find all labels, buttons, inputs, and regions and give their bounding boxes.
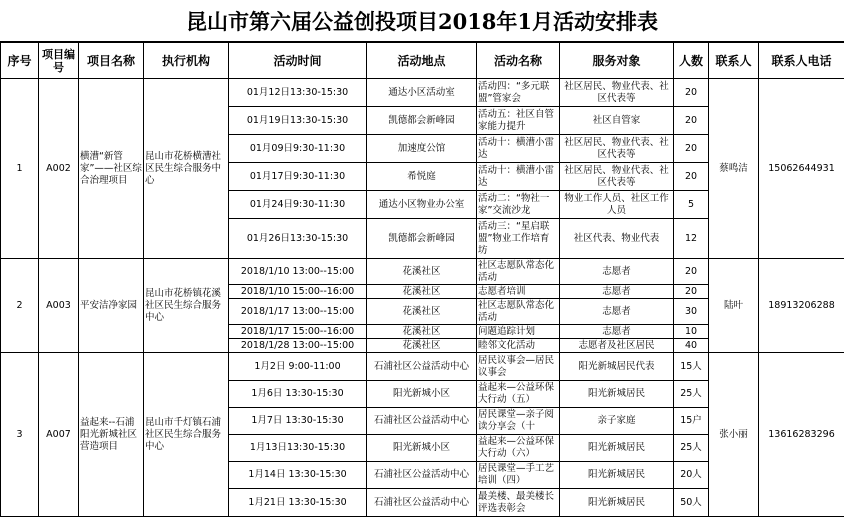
header-cell: 服务对象 — [560, 43, 674, 79]
contact-cell: 张小丽 — [709, 353, 759, 517]
activity-cell: 志愿者培训 — [477, 285, 560, 299]
time-cell: 1月7日 13:30-15:30 — [229, 408, 367, 435]
activity-cell: 活动三：“星启联盟”物业工作培育坊 — [477, 219, 560, 259]
place-cell: 花溪社区 — [367, 285, 477, 299]
place-cell: 希悦庭 — [367, 163, 477, 191]
org-cell: 昆山市花桥镇花溪社区民生综合服务中心 — [144, 259, 229, 353]
place-cell: 花溪社区 — [367, 325, 477, 339]
target-cell: 志愿者及社区居民 — [560, 339, 674, 353]
header-cell: 联系人 — [709, 43, 759, 79]
activity-cell: 最美楼、最美楼长评选表彰会 — [477, 489, 560, 517]
count-cell: 30 — [674, 299, 709, 325]
count-cell: 5 — [674, 191, 709, 219]
place-cell: 加速度公馆 — [367, 135, 477, 163]
activity-cell: 社区志愿队常态化活动 — [477, 299, 560, 325]
seq-cell: 3 — [1, 353, 39, 517]
place-cell: 花溪社区 — [367, 259, 477, 285]
count-cell: 10 — [674, 325, 709, 339]
contact-cell: 陆叶 — [709, 259, 759, 353]
count-cell: 20 — [674, 79, 709, 107]
time-cell: 2018/1/28 13:00--15:00 — [229, 339, 367, 353]
activity-cell: 活动五：社区自管家能力提升 — [477, 107, 560, 135]
target-cell: 社区代表、物业代表 — [560, 219, 674, 259]
header-row — [1, 43, 844, 79]
header-cell: 序号 — [1, 43, 39, 79]
target-cell: 社区居民、物业代表、社区代表等 — [560, 79, 674, 107]
activity-cell: 居民议事会—居民议事会 — [477, 353, 560, 381]
code-cell: A007 — [39, 353, 79, 517]
target-cell: 志愿者 — [560, 259, 674, 285]
project-name-cell: 平安洁净家园 — [79, 259, 144, 353]
place-cell: 石浦社区公益活动中心 — [367, 408, 477, 435]
count-cell: 12 — [674, 219, 709, 259]
target-cell: 亲子家庭 — [560, 408, 674, 435]
target-cell: 社区自管家 — [560, 107, 674, 135]
phone-cell: 13616283296 — [759, 353, 844, 517]
target-cell: 阳光新城居民 — [560, 381, 674, 408]
time-cell: 01月19日13:30-15:30 — [229, 107, 367, 135]
table-row — [1, 353, 844, 381]
target-cell: 阳光新城居民代表 — [560, 353, 674, 381]
place-cell: 凯德都会新峰园 — [367, 107, 477, 135]
time-cell: 01月26日13:30-15:30 — [229, 219, 367, 259]
activity-cell: 益起来—公益环保大行动（六） — [477, 435, 560, 462]
time-cell: 1月14日 13:30-15:30 — [229, 462, 367, 489]
time-cell: 01月12日13:30-15:30 — [229, 79, 367, 107]
place-cell: 通达小区活动室 — [367, 79, 477, 107]
count-cell: 50人 — [674, 489, 709, 517]
header-cell: 活动地点 — [367, 43, 477, 79]
place-cell: 阳光新城小区 — [367, 381, 477, 408]
count-cell: 20 — [674, 135, 709, 163]
activity-cell: 活动十：横漕小雷达 — [477, 135, 560, 163]
activity-cell: 益起来—公益环保大行动（五） — [477, 381, 560, 408]
code-cell: A003 — [39, 259, 79, 353]
org-cell: 昆山市千灯镇石浦社区民生综合服务中心 — [144, 353, 229, 517]
seq-cell: 2 — [1, 259, 39, 353]
time-cell: 2018/1/17 15:00--16:00 — [229, 325, 367, 339]
table-row — [1, 79, 844, 107]
target-cell: 志愿者 — [560, 325, 674, 339]
header-cell: 执行机构 — [144, 43, 229, 79]
header-cell: 联系人电话 — [759, 43, 844, 79]
count-cell: 20 — [674, 259, 709, 285]
activity-table — [0, 42, 844, 517]
project-name-cell: 横漕“新管家”——社区综合治理项目 — [79, 79, 144, 259]
place-cell: 石浦社区公益活动中心 — [367, 489, 477, 517]
place-cell: 阳光新城小区 — [367, 435, 477, 462]
count-cell: 25人 — [674, 435, 709, 462]
header-cell: 人数 — [674, 43, 709, 79]
header-cell: 活动名称 — [477, 43, 560, 79]
count-cell: 15户 — [674, 408, 709, 435]
activity-cell: 居民课堂—亲子阅读分享会（十 — [477, 408, 560, 435]
place-cell: 花溪社区 — [367, 339, 477, 353]
count-cell: 40 — [674, 339, 709, 353]
time-cell: 2018/1/17 13:00--15:00 — [229, 299, 367, 325]
place-cell: 石浦社区公益活动中心 — [367, 462, 477, 489]
activity-cell: 活动十：横漕小雷达 — [477, 163, 560, 191]
count-cell: 20人 — [674, 462, 709, 489]
activity-cell: 活动二：“物社一家”交流沙龙 — [477, 191, 560, 219]
sheet-title: 昆山市第六届公益创投项目2018年1月活动安排表 — [0, 0, 844, 42]
phone-cell: 15062644931 — [759, 79, 844, 259]
count-cell: 15人 — [674, 353, 709, 381]
time-cell: 1月21日 13:30-15:30 — [229, 489, 367, 517]
count-cell: 25人 — [674, 381, 709, 408]
count-cell: 20 — [674, 107, 709, 135]
count-cell: 20 — [674, 163, 709, 191]
contact-cell: 蔡鸣洁 — [709, 79, 759, 259]
time-cell: 1月6日 13:30-15:30 — [229, 381, 367, 408]
activity-cell: 睦邻文化活动 — [477, 339, 560, 353]
activity-cell: 问题追踪计划 — [477, 325, 560, 339]
activity-cell: 活动四：“多元联盟”管家会 — [477, 79, 560, 107]
target-cell: 社区居民、物业代表、社区代表等 — [560, 163, 674, 191]
target-cell: 阳光新城居民 — [560, 489, 674, 517]
place-cell: 花溪社区 — [367, 299, 477, 325]
table-row — [1, 259, 844, 285]
phone-cell: 18913206288 — [759, 259, 844, 353]
header-cell: 项目编号 — [39, 43, 79, 79]
header-cell: 活动时间 — [229, 43, 367, 79]
header-cell: 项目名称 — [79, 43, 144, 79]
code-cell: A002 — [39, 79, 79, 259]
target-cell: 志愿者 — [560, 299, 674, 325]
target-cell: 志愿者 — [560, 285, 674, 299]
time-cell: 1月2日 9:00-11:00 — [229, 353, 367, 381]
count-cell: 20 — [674, 285, 709, 299]
time-cell: 01月17日9:30-11:30 — [229, 163, 367, 191]
time-cell: 01月24日9:30-11:30 — [229, 191, 367, 219]
place-cell: 石浦社区公益活动中心 — [367, 353, 477, 381]
target-cell: 阳光新城居民 — [560, 435, 674, 462]
place-cell: 凯德都会新峰园 — [367, 219, 477, 259]
time-cell: 2018/1/10 15:00--16:00 — [229, 285, 367, 299]
target-cell: 社区居民、物业代表、社区代表等 — [560, 135, 674, 163]
time-cell: 1月13日13:30-15:30 — [229, 435, 367, 462]
org-cell: 昆山市花桥横漕社区民生综合服务中心 — [144, 79, 229, 259]
time-cell: 2018/1/10 13:00--15:00 — [229, 259, 367, 285]
place-cell: 通达小区物业办公室 — [367, 191, 477, 219]
project-name-cell: 益起来--石浦阳光新城社区营造项目 — [79, 353, 144, 517]
activity-cell: 居民课堂—手工艺培训（四） — [477, 462, 560, 489]
seq-cell: 1 — [1, 79, 39, 259]
activity-cell: 社区志愿队常态化活动 — [477, 259, 560, 285]
time-cell: 01月09日9:30-11:30 — [229, 135, 367, 163]
target-cell: 物业工作人员、社区工作人员 — [560, 191, 674, 219]
target-cell: 阳光新城居民 — [560, 462, 674, 489]
